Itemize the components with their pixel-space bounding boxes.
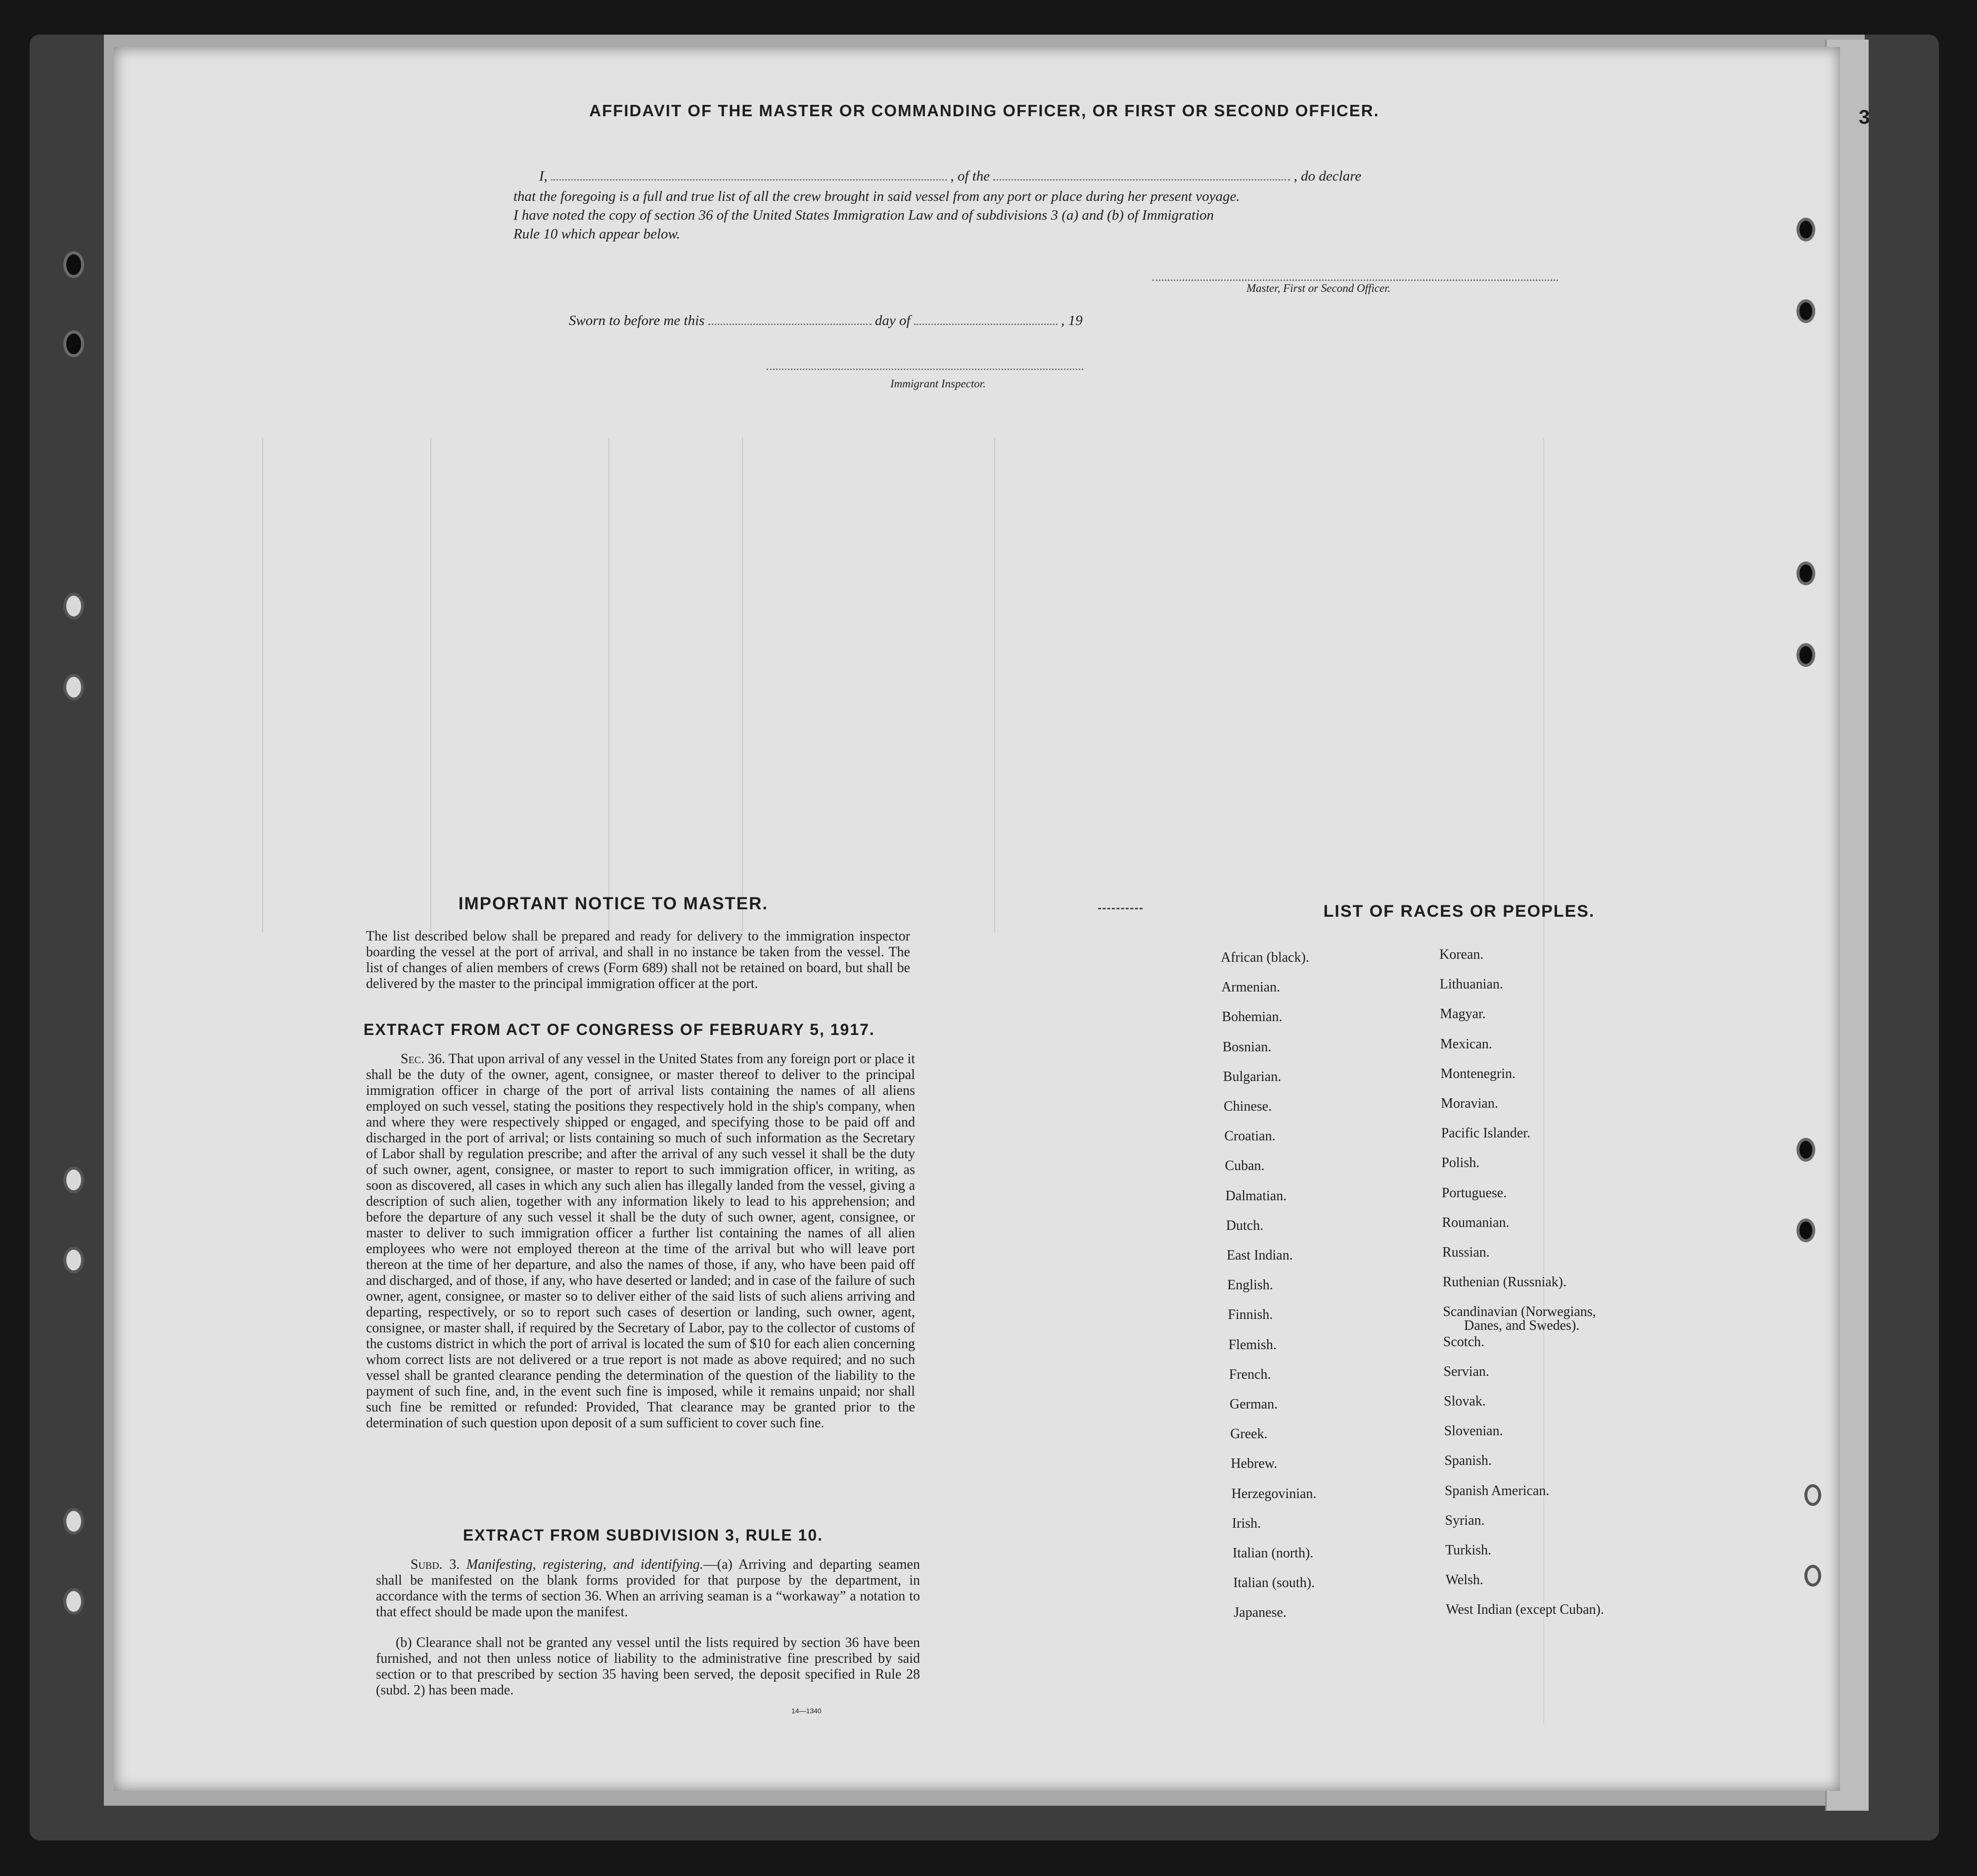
race-item: Chinese. [1224,1099,1272,1114]
affidavit-line-4: Rule 10 which appear below. [513,226,680,242]
race-item: Portuguese. [1441,1185,1507,1201]
day-of-label: day of [874,313,911,328]
race-item: Bosnian. [1222,1039,1272,1055]
race-item: Syrian. [1445,1512,1485,1528]
bleed-through-rule [430,438,431,933]
punch-hole-icon [1804,1484,1821,1506]
race-item: Polish. [1441,1155,1480,1171]
inspector-signature-line [767,369,1083,370]
affidavit-of-the: , of the [950,168,990,184]
act-extract-title: EXTRACT FROM ACT OF CONGRESS OF FEBRUARY 5, 1917. [364,1021,875,1038]
race-item: English. [1227,1277,1273,1293]
punch-hole-icon [1796,1219,1815,1242]
race-item: Ruthenian (Russniak). [1442,1274,1567,1290]
binder-hole-icon [63,593,84,619]
punch-hole-icon [1796,299,1815,323]
race-item: West Indian (except Cuban). [1446,1602,1604,1618]
race-item: Herzegovinian. [1231,1486,1317,1501]
race-item: Russian. [1442,1245,1490,1260]
race-item: Finnish. [1228,1307,1273,1323]
punch-hole-icon [1796,1138,1815,1162]
race-item: Moravian. [1441,1096,1498,1111]
race-item: Italian (north). [1233,1546,1314,1561]
rule-para-a-body: —(a) Arriving and departing seamen shall be manifested on the blank forms provided for that purpose by the department, in accordance with the terms of section 36. When an arriving seaman is a “workaway” a notation to that effect should be made upon the manifest. [376,1557,920,1620]
punch-hole-icon [1804,1565,1821,1587]
affidavit-declare: , do declare [1293,168,1362,184]
race-item: Italian (south). [1233,1575,1315,1591]
affidavit-title: AFFIDAVIT OF THE MASTER OR COMMANDING OFFICER, OR FIRST OR SECOND OFFICER. [589,101,1379,120]
sworn-label: Sworn to before me this [569,313,705,328]
race-item: Lithuanian. [1439,977,1503,992]
binder-hole-icon [63,330,84,357]
race-item: Montenegrin. [1440,1066,1516,1081]
year-label: , 19 [1061,313,1083,328]
race-item: Pacific Islander. [1441,1126,1530,1141]
name-blank [551,179,947,181]
rule-para-a [376,1557,920,1620]
rule-extract-title: EXTRACT FROM SUBDIVISION 3, RULE 10. [462,1526,824,1544]
act-extract-body: That upon arrival of any vessel in the United States from any foreign port or place it shall be the duty of the owner, agent, consignee, or master thereof to deliver to the principal immigration officer in charge of the port of arrival lists containing the names of all aliens employed on such vessel, stating the positions they respectively hold in the ship's company, when and where they were respectively shipped or engaged, and specifying those to be paid off and discharged in the port of arrival; or lists containing so much of such information as the Secretary of Labor shall by regulation prescribe; and after the arrival of any such vessel it shall be the duty of such owner, agent, consignee, or master to report to such immigration officer, in writing, as soon as discovered, all cases in which any such alien has illegally landed from the vessel, giving a description of such alien, together with any information likely to lead to his apprehension; and before the departure of any such vessel it shall be the duty of such owner, agent, consignee, or master to deliver to such immigration officer a further list containing the names of all alien employees who were not employed thereon at the time of the arrival but who will leave port thereon at the time of her departure, and also the names of those, if any, who have been paid off and discharged, and of those, if any, who have deserted or landed; and in case of the failure of such owner, agent, consignee, or master so to deliver either of the said lists of such aliens arriving and departing, respectively, or so to report such cases of desertion or landing, such owner, agent, consignee, or master shall, if required by the Secretary of Labor, pay to the collector of customs of the customs district in which the port of arrival is located the sum of $10 for each alien concerning whom correct lists are not delivered or a true report is not made as above required; and no such vessel shall be granted clearance pending the determination of the question of the liability to the payment of such fine, and, in the event such fine is imposed, while it remains unpaid; nor shall such fine be remitted or refunded: Provided, That clearance may be granted prior to the determination of such question upon deposit of a sum sufficient to cover such fine. [366,1051,915,1431]
page-number: 3 [1859,106,1870,128]
form-number: 14—1340 [791,1707,822,1715]
inspector-label: Immigrant Inspector. [890,377,986,390]
race-item: Spanish. [1444,1453,1492,1469]
race-item: Cuban. [1225,1158,1265,1174]
affidavit-line-1 [539,168,1583,188]
race-item: Mexican. [1440,1036,1492,1052]
races-title: LIST OF RACES OR PEOPLES. [1323,902,1595,921]
race-item: Slovenian. [1444,1423,1503,1439]
race-item: Slovak. [1444,1394,1486,1409]
race-item: German. [1230,1397,1278,1412]
race-item: African (black). [1221,950,1309,965]
day-blank [708,324,872,325]
race-item: Roumanian. [1442,1215,1510,1230]
signature-line [1152,280,1558,281]
subd-label: Subd. 3. [411,1557,460,1572]
signature-label: Master, First or Second Officer. [1246,282,1391,294]
sworn-line [569,313,1311,329]
race-item: Irish. [1232,1515,1261,1531]
race-item: Welsh. [1445,1572,1483,1588]
bleed-through-rule [994,438,995,933]
affidavit-line-2: that the foregoing is a full and true list of all the crew brought in said vessel from any port or place during her present voyage. [513,188,1240,204]
race-item: Turkish. [1445,1543,1492,1558]
binder-hole-icon [63,1508,84,1535]
binder-hole-icon [63,1588,84,1615]
race-item: Flemish. [1228,1337,1277,1353]
subd-heading: Manifesting, registering, and identifying. [466,1557,703,1572]
binder-hole-icon [63,1247,84,1273]
affidavit-i: I, [539,168,548,184]
race-item-continuation: Danes, and Swedes). [1464,1318,1580,1334]
month-blank [914,324,1057,325]
punch-hole-icon [1796,562,1815,585]
punch-hole-icon [1796,218,1815,241]
race-item: Croatian. [1224,1128,1276,1144]
race-item: Dutch. [1226,1218,1264,1233]
race-item: East Indian. [1227,1248,1293,1263]
race-item: Scotch. [1443,1334,1485,1350]
race-item: French. [1229,1366,1271,1382]
manifest-sheet [114,47,1870,1791]
binder-hole-icon [63,674,84,701]
bleed-through-rule [742,438,743,933]
binder-hole-icon [63,251,84,278]
bleed-through-rule [1543,438,1544,1724]
race-item: Armenian. [1221,980,1281,995]
rule-para-b: (b) Clearance shall not be granted any vessel until the lists required by section 36 have been furnished, and not then unless notice of liability to the administrative fine prescribed by said section or to that prescribed by section 35 having been served, the deposit specified in Rule 28 (subd. 2) has been made. [376,1635,920,1698]
race-item: Spanish American. [1444,1483,1550,1499]
race-item: Magyar. [1440,1006,1486,1022]
punch-hole-icon [1796,643,1815,667]
race-item: Korean. [1439,947,1484,962]
race-item: Japanese. [1234,1605,1287,1621]
bleed-through-rule [608,438,609,933]
divider [1098,908,1143,909]
vessel-blank [993,179,1290,181]
sec-label: Sec. 36. [401,1051,446,1067]
race-item: Scandinavian (Norwegians, [1443,1304,1596,1320]
act-extract-text [366,1051,915,1431]
race-item: Bulgarian. [1223,1069,1282,1084]
race-item: Bohemian. [1222,1009,1283,1025]
race-item: Servian. [1443,1363,1489,1379]
race-item: Dalmatian. [1225,1188,1287,1204]
binder-hole-icon [63,1167,84,1193]
notice-text: The list described below shall be prepared and ready for delivery to the immigration inspector boarding the vessel at the port of arrival, and shall in no instance be taken from the vessel. The list of changes of alien members of crews (Form 689) shall not be retained on board, but shall be delivered by the master to the principal immigration officer at the port. [366,929,910,991]
affidavit-line-3: I have noted the copy of section 36 of the United States Immigration Law and of subdivisions 3 (a) and (b) of Immigration [513,207,1214,223]
race-item: Greek. [1230,1426,1268,1442]
race-item: Hebrew. [1231,1456,1278,1472]
bleed-through-rule [262,438,263,933]
notice-title: IMPORTANT NOTICE TO MASTER. [458,894,769,913]
